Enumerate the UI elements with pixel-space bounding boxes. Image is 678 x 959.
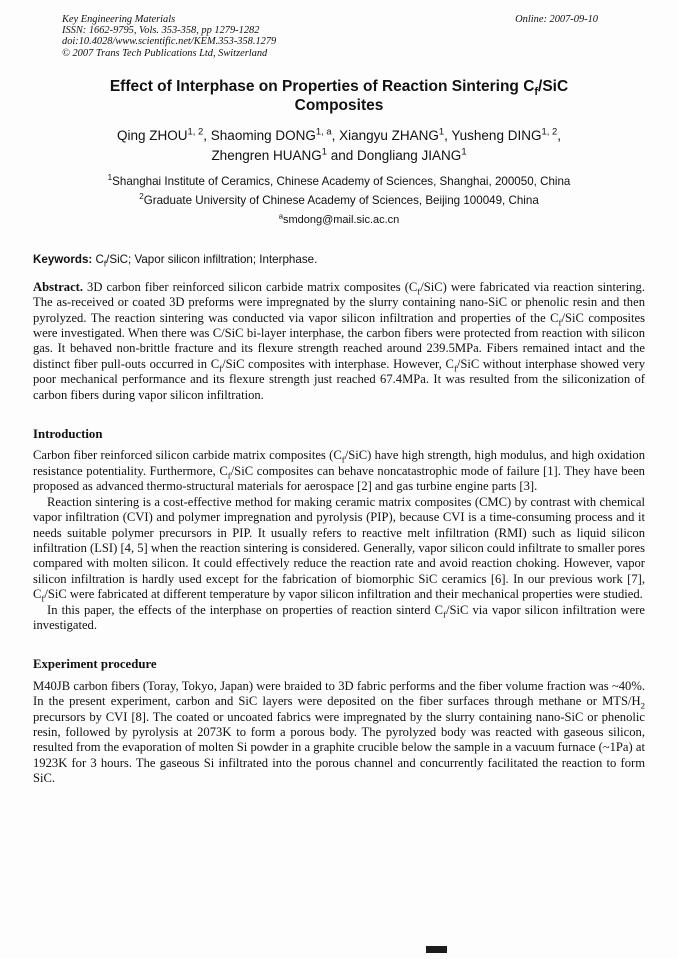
introduction-paragraph-2: Reaction sintering is a cost-effective method for making ceramic matrix composites (CMC) by contrast with chemical vapor infiltration (CVI) and polymer impregnation and pyrolysis (PIP), because CVI is a time-consuming process and it needs suitable polymer precursors in PIP. It usually refers to reactive melt infiltration (RMI) such as liquid silicon infiltration (LSI) [4, 5] when the reaction sintering is considered. Generally, vapor silicon could infiltrate to smaller pores compared with molten silicon. It could effectively reduce the reaction rate and avoid reaction choking. However, vapor silicon infiltration is hardly used except for the fabrication of biomorphic SiC ceramics [6]. In our previous work [7], $C_f$/SiC were fabricated at different temperature by vapor silicon infiltration and their mechanical properties were studied. [33,494,645,604]
abstract-paragraph [33,280,645,403]
introduction-paragraph-3: In this paper, the effects of the interphase on properties of reaction sinterd $C_f$/SiC via vapor silicon infiltration were investigated. [33,602,645,632]
affiliation-1: $^1$Shanghai Institute of Ceramics, Chinese Academy of Sciences, Shanghai, 200050, China [107,172,571,188]
journal-header [0,0,678,59]
paper-title-line-2: Composites [294,96,384,114]
abstract-text: 3D carbon fiber reinforced silicon carbide matrix composites $(C_f/SiC)$ were fabricated via reaction sintering. The as-received or coated 3D preforms were impregnated by the slurry containing nano-SiC or phenolic resin and then pyrolyzed. The reaction sintering was conducted via vapor silicon infiltration and properties of the $C_f$/SiC composites were investigated. When there was C/SiC bi-layer interphase, the carbon fibers were protected from reaction with silicon gas. It behaved non-brittle fracture and its flexure strength reached around 239.5MPa. Fibers remained intact and the distinct fiber pull-outs occurred in $C_f$/SiC composites with interphase. However, $C_f$/SiC without interphase showed very poor mechanical performance and its flexure strength just reached 67.4MPa. It was resulted from the siliconization of carbon fibers during vapor silicon infiltration. [33,279,646,402]
introduction-paragraph-1: Carbon fiber reinforced silicon carbide matrix composites $(C_f/SiC)$ have high strength, high modulus, and high oxidation resistance potentiality. Furthermore, $C_f$/SiC composites can behave noncatastrophic mode of failure [1]. They have been proposed as advanced thermo-structural materials for aerospace [2] and gas turbine engine parts [3]. [33,448,645,494]
keywords-line [33,252,645,267]
email-line: $^a$smdong@mail.sic.ac.cn [278,211,400,226]
doi-line: doi:10.4028/www.scientific.net/KEM.353-358.1279 [62,36,277,48]
section-heading-introduction: Introduction [33,427,103,442]
paper-title-line-1: Effect of Interphase on Properties of Reaction Sintering $C_f$/SiC [109,77,569,98]
section-heading-experiment: Experiment procedure [33,657,157,672]
experiment-paragraph-1: M40JB carbon fibers (Toray, Tokyo, Japan) were braided to 3D fabric performs and the fiber volume fraction was ~40%. In the present experiment, carbon and SiC layers were deposited on the fiber surfaces through methane or MTS/$H_2$ precursors by CVI [8]. The coated or uncoated fabrics were impregnated by the slurry containing nano-SiC or phenolic resin, followed by pyrolysis at 2073K to form a porous body. The pyrolyzed body was reacted with gaseous silicon, resulted from the evaporation of molten Si powder in a graphite crucible below the sample in a vacuum furnace (~1Pa) at 1923K for 3 hours. The gaseous Si infiltrated into the porous channel and concurrently facilitated the reaction to form SiC. [33,678,645,786]
keywords-label: Keywords: [33,252,93,266]
affiliation-2: $^2$Graduate University of Chinese Academy of Sciences, Beijing 100049, China [139,191,539,207]
keywords-text: $C_f$/SiC; Vapor silicon infiltration; Interphase. [92,252,318,269]
authors-line-1: Qing ZHOU$^{1, 2}$, Shaoming DONG$^{1, a}$, Xiangyu ZHANG$^1$, Yusheng DING$^{1, 2}$, [117,126,561,143]
journal-name: Key Engineering Materials [62,14,176,25]
issn-line: ISSN: 1662-9795, Vols. 353-358, pp 1279-1282 [62,25,260,37]
online-date: Online: 2007-09-10 [515,14,598,25]
footer-mark [426,946,447,953]
authors-line-2: Zhengren HUANG$^1$ and Dongliang JIANG$^1$ [211,146,467,163]
paper-title [0,77,678,115]
paper-body [33,280,645,787]
copyright-line: © 2007 Trans Tech Publications Ltd, Switzerland [62,47,268,59]
authors-block [0,126,678,166]
affiliations-block [0,172,678,210]
abstract-label: Abstract. [33,279,84,294]
journal-header-left [62,14,276,59]
